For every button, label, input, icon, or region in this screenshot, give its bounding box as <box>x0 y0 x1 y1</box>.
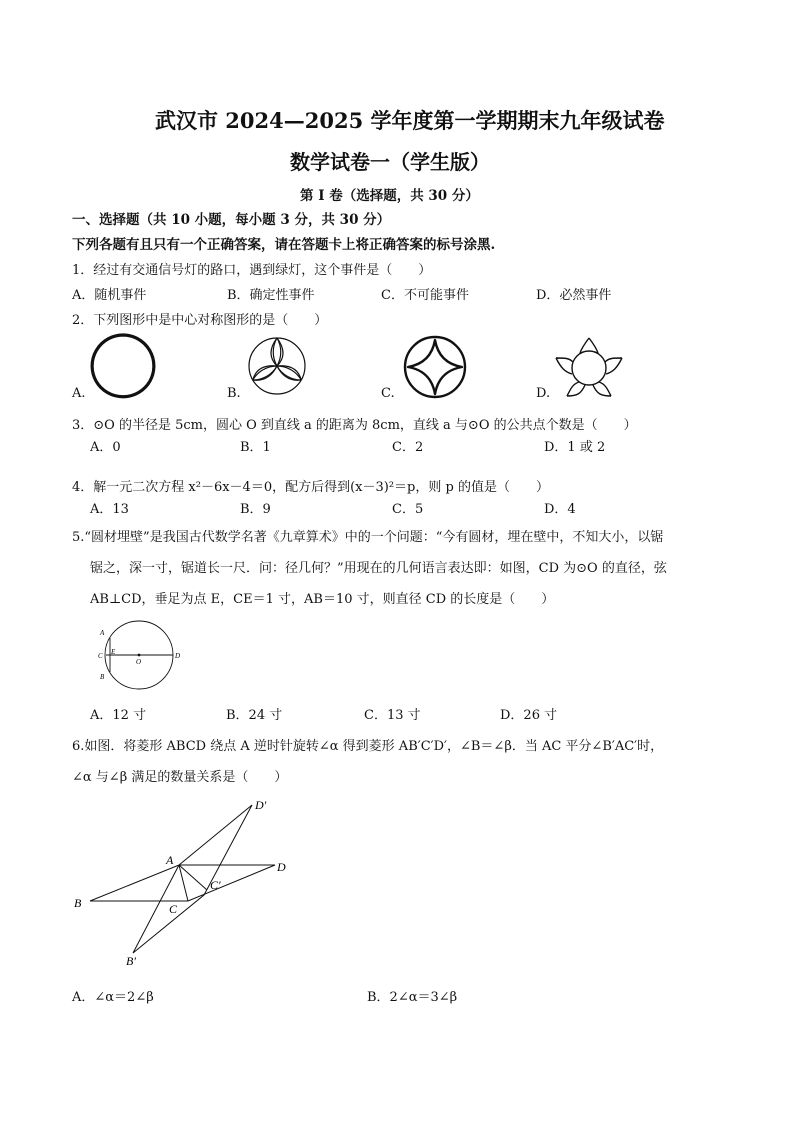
q3-stem: 3．⊙O 的半径是 5cm，圆心 O 到直线 a 的距离为 8cm，直线 a 与⊙O 的公共点个数是（ ） <box>72 418 637 433</box>
q5-label-d: D <box>175 652 181 660</box>
q5-label-b: B <box>100 673 105 681</box>
q3-option-a: A．0 <box>90 440 121 455</box>
q5-option-d: D．26 寸 <box>500 708 558 723</box>
q2-figure-c <box>403 335 467 399</box>
q2-option-c: C. <box>381 386 395 401</box>
q4-option-d: D．4 <box>544 502 576 517</box>
q1-stem: 1．经过有交通信号灯的路口，遇到绿灯，这个事件是（ ） <box>72 263 432 278</box>
q5-line-2: 锯之，深一寸，锯道长一尺．问：径几何？”用现在的几何语言表达即：如图，CD 为⊙O 的直径，弦 <box>90 561 667 576</box>
q5-label-e: E <box>111 648 116 656</box>
q5-option-a: A．12 寸 <box>90 708 147 723</box>
q6-label-b-prime: B′ <box>126 954 136 968</box>
section-heading: 一、选择题（共 10 小题，每小题 3 分，共 30 分） <box>72 212 391 228</box>
q3-option-b: B．1 <box>240 440 271 455</box>
q5-option-c: C．13 寸 <box>364 708 421 723</box>
part-title: 第 I 卷（选择题，共 30 分） <box>300 188 479 204</box>
q1-option-a: A．随机事件 <box>72 288 147 303</box>
q6-rhombus-figure <box>70 795 300 975</box>
q5-label-o: O <box>136 658 142 666</box>
q5-circle-figure <box>96 622 186 692</box>
q4-option-b: B．9 <box>240 502 271 517</box>
q1-option-b: B．确定性事件 <box>227 288 315 303</box>
q4-stem: 4．解一元二次方程 x²－6x－4＝0，配方后得到(x－3)²＝p，则 p 的值是（ ） <box>72 480 549 495</box>
q6-line-2: ∠α 与∠β 满足的数量关系是（ ） <box>72 770 288 785</box>
q6-label-b: B <box>74 896 82 910</box>
q6-label-d-prime: D′ <box>255 798 267 812</box>
q4-option-a: A．13 <box>90 502 129 517</box>
q6-label-c: C <box>169 902 178 916</box>
q2-stem: 2．下列图形中是中心对称图形的是（ ） <box>72 313 328 328</box>
q6-label-d: D <box>277 860 286 874</box>
q1-option-d: D．必然事件 <box>536 288 612 303</box>
q3-option-c: C．2 <box>392 440 424 455</box>
page-subtitle: 数学试卷一（学生版） <box>290 150 490 174</box>
q5-line-1: 5.“圆材埋壁”是我国古代数学名著《九章算术》中的一个问题：“今有圆材，埋在壁中，不知大小，以锯 <box>72 530 664 545</box>
q2-option-b: B. <box>227 386 241 401</box>
page-title: 武汉市 2024—2025 学年度第一学期期末九年级试卷 <box>155 108 665 133</box>
q2-figure-b <box>247 336 307 396</box>
q5-option-b: B．24 寸 <box>226 708 283 723</box>
q4-option-c: C．5 <box>392 502 424 517</box>
q5-label-a: A <box>100 629 105 637</box>
q6-line-1: 6.如图．将菱形 ABCD 绕点 A 逆时针旋转∠α 得到菱形 AB′C′D′，∠B＝∠β．当 AC 平分∠B′AC′时， <box>72 739 664 754</box>
q6-option-b: B．2∠α＝3∠β <box>367 990 458 1005</box>
q2-option-a: A. <box>72 386 86 401</box>
q6-label-a: A <box>166 853 174 867</box>
section-instruction: 下列各题有且只有一个正确答案，请在答题卡上将正确答案的标号涂黑. <box>72 237 496 253</box>
q5-label-c: C <box>98 652 103 660</box>
q2-option-d: D. <box>536 386 551 401</box>
q3-option-d: D．1 或 2 <box>544 440 606 455</box>
q6-option-a: A．∠α＝2∠β <box>72 990 154 1005</box>
q2-figure-d <box>553 336 625 398</box>
q1-option-c: C．不可能事件 <box>381 288 469 303</box>
q6-label-c-prime: C′ <box>210 878 221 892</box>
q2-figure-a <box>90 333 156 399</box>
q5-line-3: AB⊥CD，垂足为点 E，CE＝1 寸，AB＝10 寸，则直径 CD 的长度是（ ） <box>90 592 555 607</box>
